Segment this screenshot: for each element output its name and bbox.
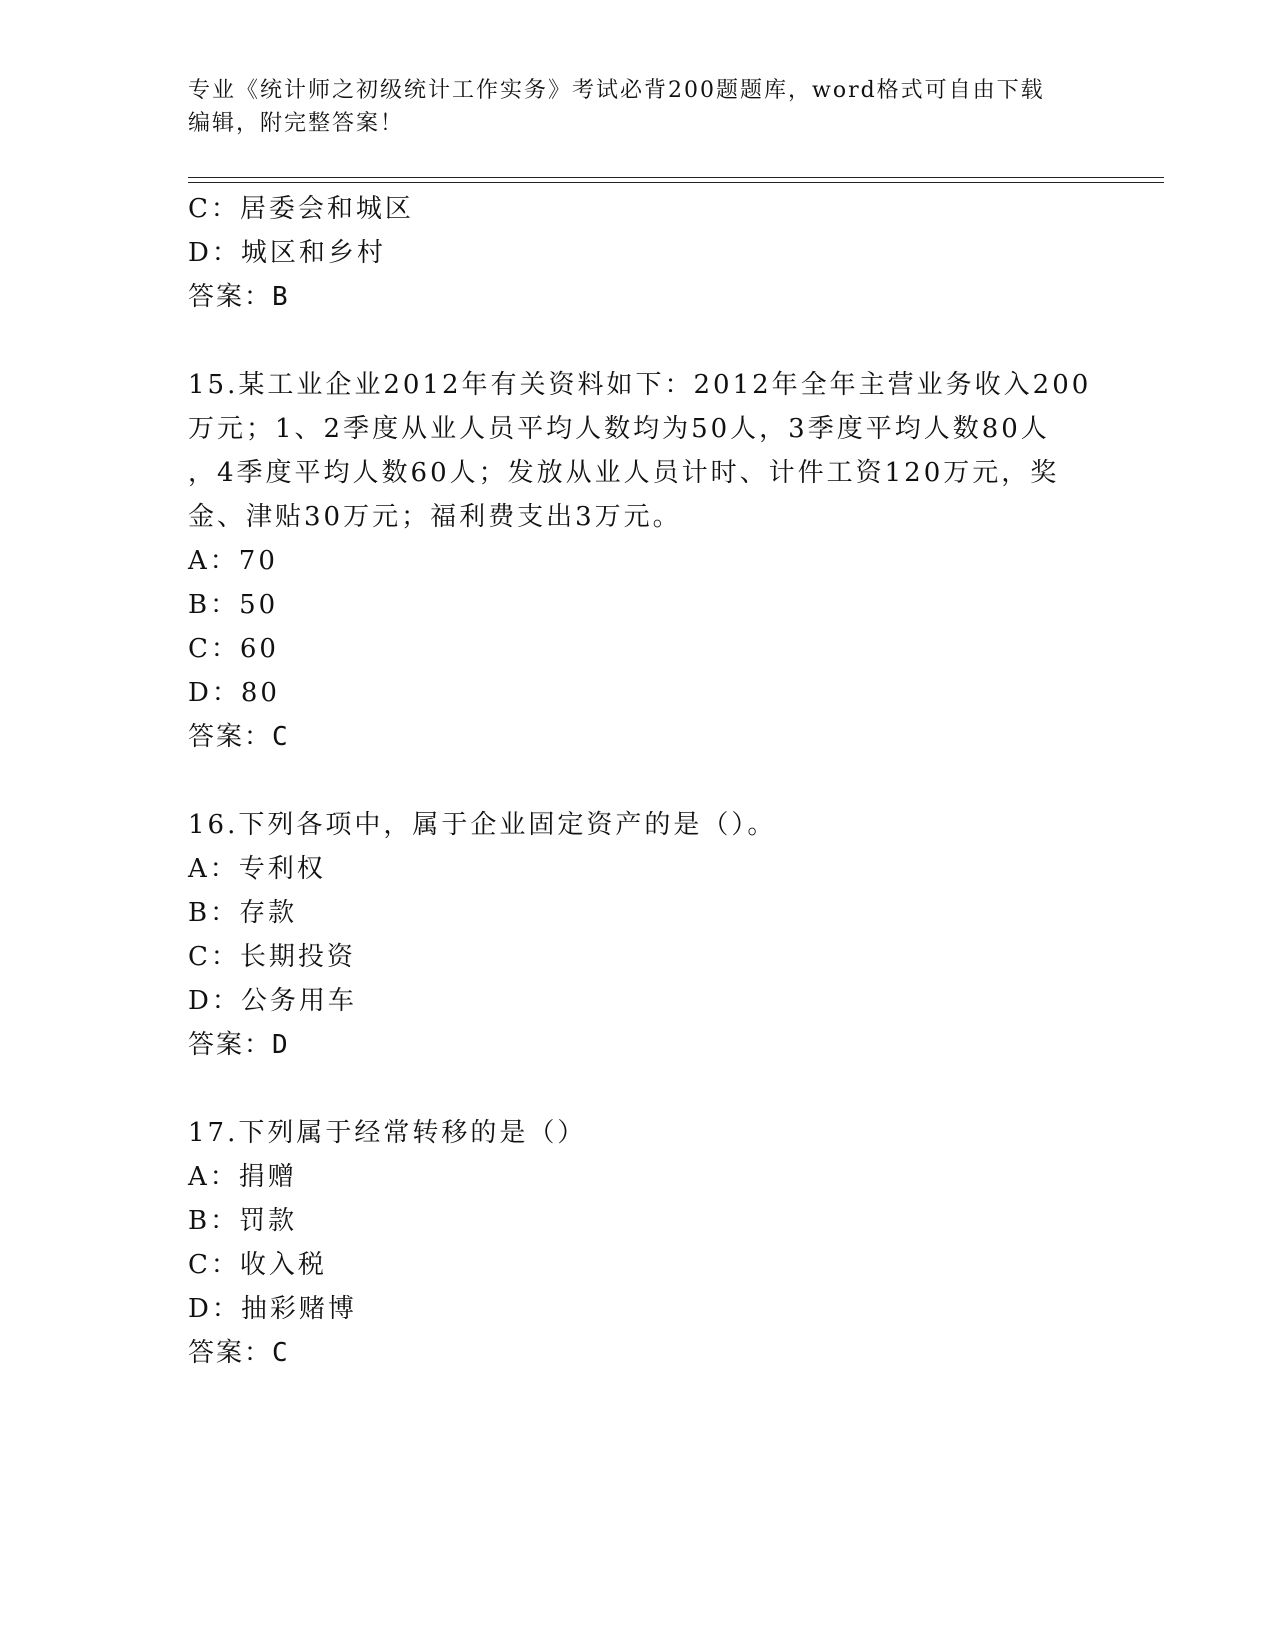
q17-answer xyxy=(188,1338,290,1368)
q15-text-line-1: 15.某工业企业2012年有关资料如下：2012年全年主营业务收入200 xyxy=(188,370,1092,400)
q16-option-b: B：存款 xyxy=(188,898,298,928)
q15-option-a: A：70 xyxy=(188,546,278,576)
header-divider-top xyxy=(188,177,1164,178)
q15-option-d: D：80 xyxy=(188,678,280,708)
q16-answer xyxy=(188,1030,290,1060)
q15-option-b: B：50 xyxy=(188,590,279,620)
q14-option-c: C：居委会和城区 xyxy=(188,194,414,224)
header-line-2: 编辑，附完整答案！ xyxy=(188,111,405,136)
q15-text-line-3: ，4季度平均人数60人；发放从业人员计时、计件工资120万元，奖 xyxy=(188,458,1060,488)
q14-option-d: D：城区和乡村 xyxy=(188,238,386,268)
q16-text: 16.下列各项中，属于企业固定资产的是（）。 xyxy=(188,810,777,840)
q15-option-c: C：60 xyxy=(188,634,279,664)
answer-key: B xyxy=(272,282,290,312)
q17-option-d: D：抽彩赌博 xyxy=(188,1294,357,1324)
header-line-1: 专业《统计师之初级统计工作实务》考试必背200题题库，word格式可自由下载 xyxy=(188,78,1045,103)
q16-option-a: A：专利权 xyxy=(188,854,326,884)
answer-label: 答案： xyxy=(188,1030,273,1060)
q15-text-line-2: 万元；1、2季度从业人员平均人数均为50人，3季度平均人数80人 xyxy=(188,414,1050,444)
header-divider-bottom xyxy=(188,182,1164,183)
q16-option-d: D：公务用车 xyxy=(188,986,357,1016)
answer-key: D xyxy=(272,1030,290,1060)
q17-option-b: B：罚款 xyxy=(188,1206,298,1236)
answer-key: C xyxy=(272,722,290,752)
q17-option-c: C：收入税 xyxy=(188,1250,327,1280)
q17-option-a: A：捐赠 xyxy=(188,1162,297,1192)
q15-text-line-4: 金、津贴30万元；福利费支出3万元。 xyxy=(188,502,682,532)
answer-label: 答案： xyxy=(188,282,273,312)
answer-key: C xyxy=(272,1338,290,1368)
q16-option-c: C：长期投资 xyxy=(188,942,356,972)
q17-text: 17.下列属于经常转移的是（） xyxy=(188,1118,587,1148)
answer-label: 答案： xyxy=(188,722,273,752)
answer-label: 答案： xyxy=(188,1338,273,1368)
document-header xyxy=(188,74,1088,140)
q15-answer xyxy=(188,722,290,752)
q14-answer xyxy=(188,282,290,312)
